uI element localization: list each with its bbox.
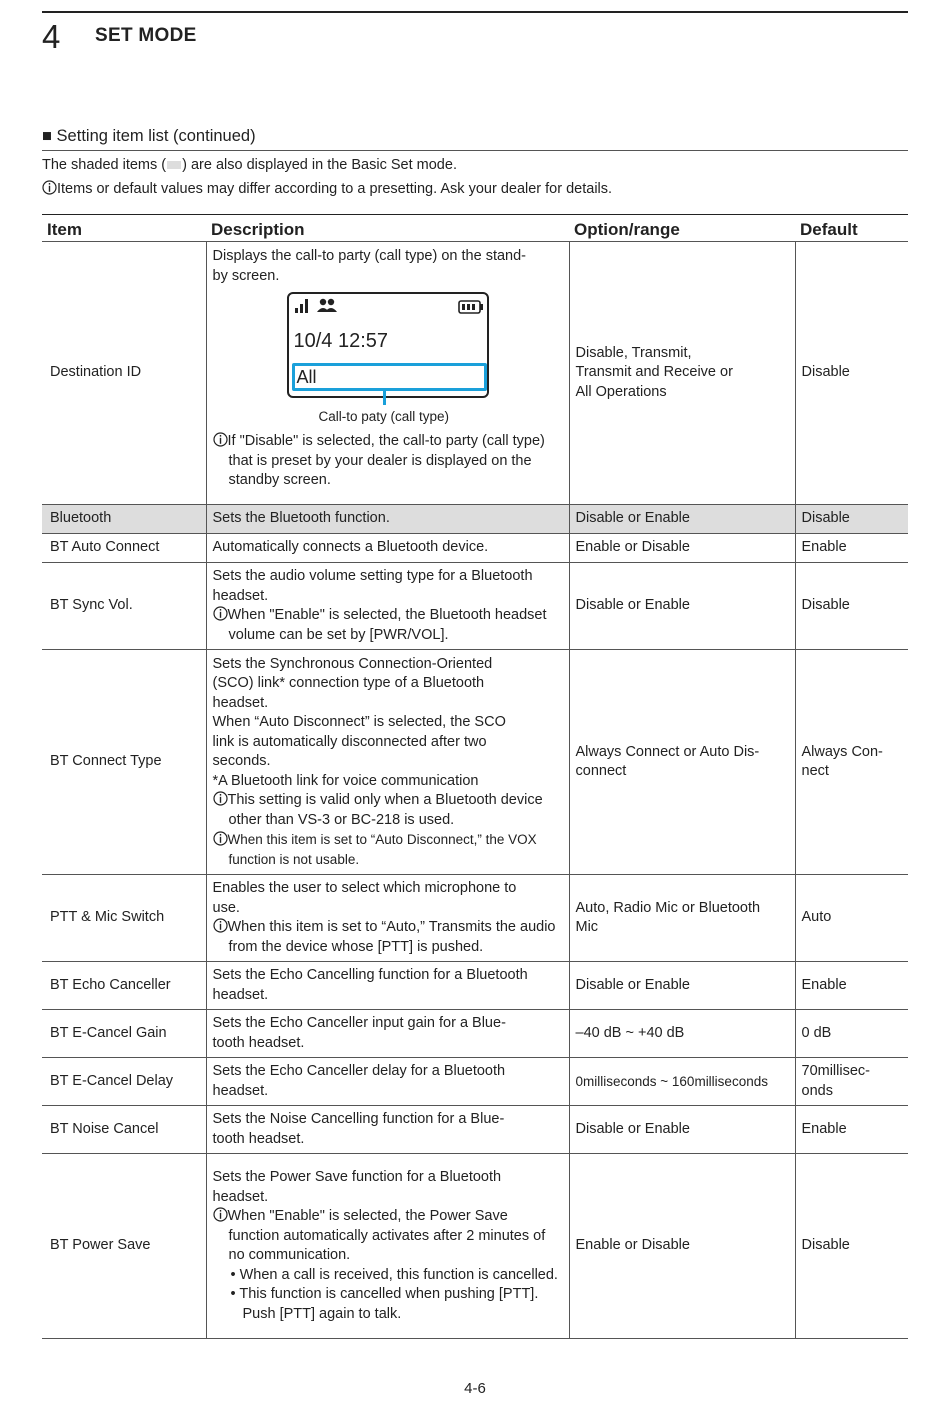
info-circle-icon: [213, 606, 228, 621]
table-row: [42, 534, 908, 563]
option-cell: Disable or Enable: [569, 962, 795, 1010]
description-bullet: • When a call is received, this function is cancelled.: [230, 1266, 558, 1283]
item-cell: Destination ID: [42, 242, 206, 505]
item-cell: BT E-Cancel Delay: [42, 1058, 206, 1106]
option-cell: Enable or Disable: [569, 1154, 795, 1339]
table-header-row: [42, 215, 908, 242]
description-note: When "Enable" is selected, the Bluetooth headset volume can be set by [PWR/VOL].: [213, 606, 563, 645]
lcd-call-type-field: All: [292, 363, 487, 391]
item-cell: PTT & Mic Switch: [42, 875, 206, 962]
table-row: [42, 242, 908, 505]
default-cell: Enable: [795, 1106, 908, 1154]
default-cell: Auto: [795, 875, 908, 962]
item-cell: BT Auto Connect: [42, 534, 206, 563]
header-description: Description: [206, 215, 569, 242]
section-heading: ■ Setting item list (continued): [42, 127, 256, 145]
item-cell: Bluetooth: [42, 505, 206, 534]
option-cell: –40 dB ~ +40 dB: [569, 1010, 795, 1058]
info-circle-icon: [42, 180, 57, 195]
description-cell: Automatically connects a Bluetooth device.: [206, 534, 569, 563]
table-row: [42, 1010, 908, 1058]
description-cell: Sets the audio volume setting type for a Bluetooth headset. When "Enable" is selected, the Bluetooth headset volume can be set by [PWR/VOL].: [206, 563, 569, 650]
header-default: Default: [795, 215, 908, 242]
description-cell: Sets the Noise Cancelling function for a Blue- tooth headset.: [206, 1106, 569, 1154]
top-rule: [42, 11, 908, 13]
description-note: This setting is valid only when a Bluetooth device other than VS-3 or BC-218 is used.: [213, 791, 563, 830]
description-cell: Sets the Power Save function for a Bluetooth headset. When "Enable" is selected, the Power Save function automatically activates after 2 minutes of no communication. • When a call is received, this function is cancelled. • This function is cancelled when pushing [PTT]. Push [PTT] again to talk.: [206, 1154, 569, 1339]
description-note: If "Disable" is selected, the call-to party (call type) that is preset by your dealer is displayed on the standby screen.: [213, 432, 563, 491]
item-cell: BT Connect Type: [42, 650, 206, 875]
default-cell: 0 dB: [795, 1010, 908, 1058]
default-cell: Disable: [795, 505, 908, 534]
description-cell: Sets the Echo Canceller input gain for a Blue- tooth headset.: [206, 1010, 569, 1058]
item-cell: BT Noise Cancel: [42, 1106, 206, 1154]
header-option-range: Option/range: [569, 215, 795, 242]
info-circle-icon: [213, 791, 228, 806]
lcd-time: 10/4 12:57: [293, 330, 389, 352]
option-cell: Disable or Enable: [569, 563, 795, 650]
option-cell: Disable, Transmit, Transmit and Receive or All Operations: [569, 242, 795, 505]
group-call-icon: [317, 298, 339, 314]
table-row: [42, 563, 908, 650]
chapter-title: SET MODE: [95, 25, 197, 46]
table-row: [42, 962, 908, 1010]
signal-bars-icon: [294, 298, 312, 314]
info-circle-icon: [213, 831, 228, 846]
info-circle-icon: [213, 432, 228, 447]
shade-swatch: [167, 161, 181, 169]
header-item: Item: [42, 215, 206, 242]
option-cell: Auto, Radio Mic or Bluetooth Mic: [569, 875, 795, 962]
lcd-caption: Call-to paty (call type): [318, 409, 450, 424]
table-row: [42, 1154, 908, 1339]
lcd-illustration: [287, 292, 527, 432]
table-row: [42, 875, 908, 962]
table-row: [42, 1106, 908, 1154]
description-note: When "Enable" is selected, the Power Save function automatically activates after 2 minutes of no communication.: [213, 1207, 563, 1266]
option-cell: Enable or Disable: [569, 534, 795, 563]
info-circle-icon: [213, 918, 228, 933]
page-number: 4-6: [464, 1380, 486, 1397]
shaded-items-note: The shaded items ( ) are also displayed in the Basic Set mode.: [42, 157, 457, 173]
description-cell: Sets the Echo Cancelling function for a Bluetooth headset.: [206, 962, 569, 1010]
lcd-pointer: [383, 391, 386, 405]
presetting-note: Items or default values may differ according to a presetting. Ask your dealer for details.: [42, 179, 612, 199]
default-cell: Disable: [795, 563, 908, 650]
chapter-number: 4: [42, 18, 61, 55]
item-cell: BT Power Save: [42, 1154, 206, 1339]
description-cell: Sets the Synchronous Connection-Oriented (SCO) link* connection type of a Bluetooth headset. When “Auto Disconnect” is selected, the SCO link is automatically disconnected after two seconds. *A Bluetooth link for voice communication This setting is valid only when a Bluetooth device other than VS-3 or BC-218 is used. When this item is set to “Auto Disconnect,” the VOX function is not usable.: [206, 650, 569, 875]
table-row: [42, 1058, 908, 1106]
description-cell: Enables the user to select which microphone to use. When this item is set to “Auto,” Transmits the audio from the device whose [PTT] is pushed.: [206, 875, 569, 962]
description-cell: Sets the Echo Canceller delay for a Bluetooth headset.: [206, 1058, 569, 1106]
section-rule: [42, 150, 908, 151]
option-cell: Always Connect or Auto Dis- connect: [569, 650, 795, 875]
description-note: When this item is set to “Auto,” Transmits the audio from the device whose [PTT] is pushed.: [213, 918, 563, 957]
description-cell: Displays the call-to party (call type) on the stand- by screen. 10/4 12:57 All Call-to paty (call type) If "Disable" is selected, the call-to party (call type) that is preset by your dealer is displayed on the standby screen.: [206, 242, 569, 505]
battery-icon: [458, 300, 484, 314]
default-cell: Disable: [795, 242, 908, 505]
description-bullet: • This function is cancelled when pushing [PTT]. Push [PTT] again to talk.: [230, 1286, 539, 1322]
default-cell: Always Con- nect: [795, 650, 908, 875]
description-note: When this item is set to “Auto Disconnect,” the VOX function is not usable.: [213, 830, 563, 869]
lcd-screen: [287, 292, 489, 398]
option-cell: 0milliseconds ~ 160milliseconds: [569, 1058, 795, 1106]
default-cell: Enable: [795, 962, 908, 1010]
info-circle-icon: [213, 1207, 228, 1222]
default-cell: Disable: [795, 1154, 908, 1339]
default-cell: Enable: [795, 534, 908, 563]
table-row: [42, 650, 908, 875]
description-cell: Sets the Bluetooth function.: [206, 505, 569, 534]
item-cell: BT E-Cancel Gain: [42, 1010, 206, 1058]
option-cell: Disable or Enable: [569, 505, 795, 534]
default-cell: 70millisec- onds: [795, 1058, 908, 1106]
table-row: [42, 505, 908, 534]
item-cell: BT Sync Vol.: [42, 563, 206, 650]
option-cell: Disable or Enable: [569, 1106, 795, 1154]
setting-item-table: [42, 214, 908, 1339]
item-cell: BT Echo Canceller: [42, 962, 206, 1010]
